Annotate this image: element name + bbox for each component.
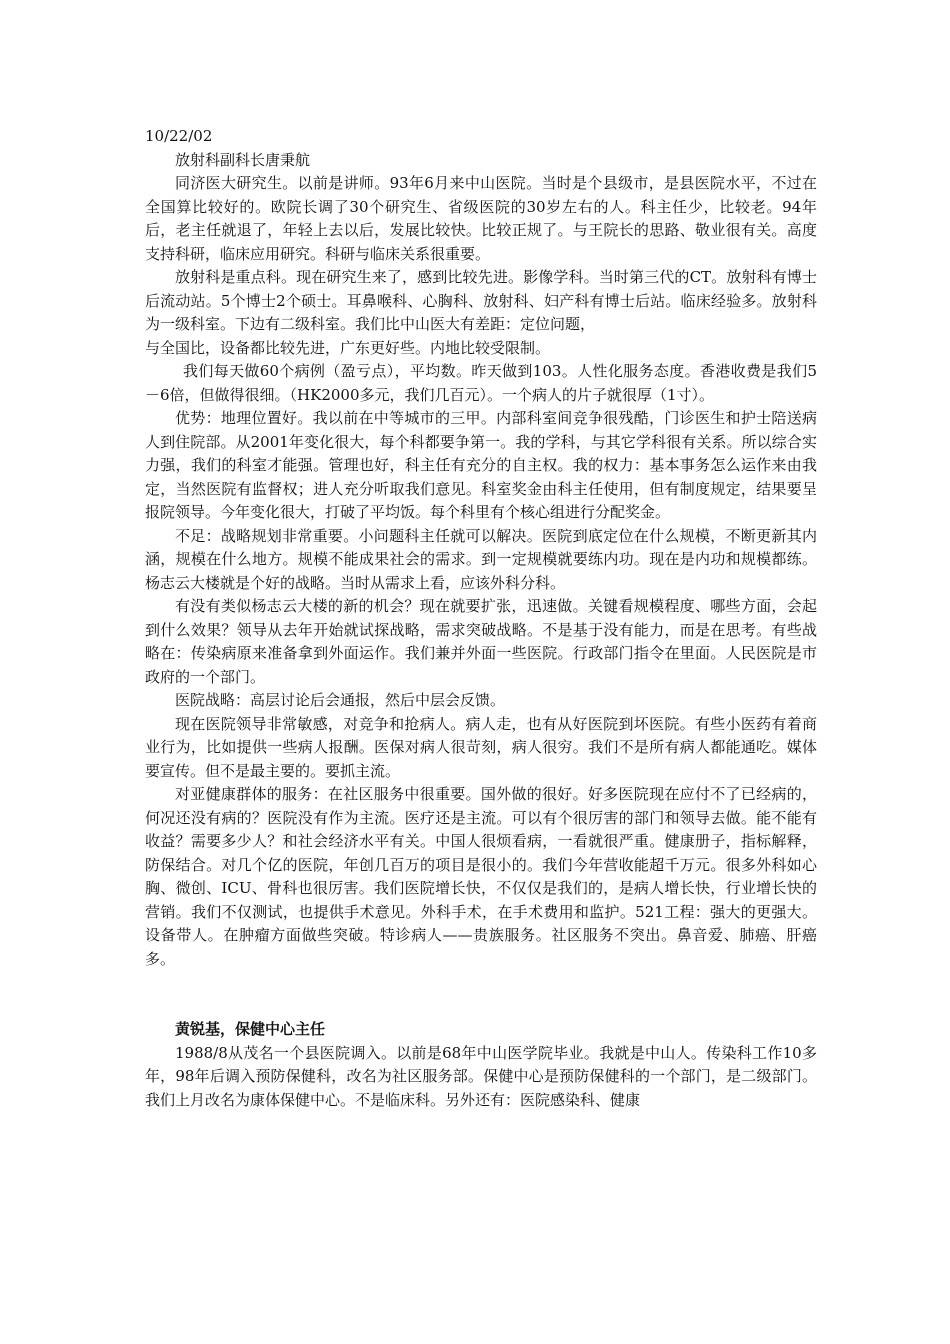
- paragraph-subhealth: 对亚健康群体的服务：在社区服务中很重要。国外做的很好。好多医院现在应付不了已经病的，何况还没有病的？医院没有作为主流。医疗还是主流。可以有个很厉害的部门和领导去做。能不能有收益？需要多少人？和社会经济水平有关。中国人很烦看病，一看就很严重。健康册子，指标解释，防保结合。对几个亿的医院，年创几百万的项目是很小的。我们今年营收能超千万元。很多外科如心胸、微创、ICU、骨科也很厉害。我们医院增长快，不仅仅是我们的，是病人增长快，行业增长快的营销。我们不仅测试，也提供手术意见。外科手术，在手术费用和监护。521工程：强大的更强大。设备带人。在肿瘤方面做些突破。特诊病人——贵族服务。社区服务不突出。鼻音爱、肺癌、肝癌多。: [145, 785, 817, 968]
- paragraph-health-center: 1988/8从茂名一个县医院调入。以前是68年中山医学院毕业。我就是中山人。传染科工作10多年，98年后调入预防保健科，改名为社区服务部。保健中心是预防保健科的一个部门，是二级部门。我们上月改名为康体保健中心。不是临床科。另外还有：医院感染科、健康: [145, 1043, 817, 1109]
- paragraph-hospital-strategy: 医院战略：高层讨论后会通报，然后中层会反馈。: [175, 691, 506, 709]
- paragraph-comparison: 与全国比，设备都比较先进，广东更好些。内地比较受限制。: [145, 338, 551, 357]
- paragraph-strengths: 优势：地理位置好。我以前在中等城市的三甲。内部科室间竞争很残酷，门诊医生和护士陪送病人到住院部。从2001年变化很大，每个科都要争第一。我的学科，与其它学科很有关系。所以综合实力强，我们的科室才能强。管理也好，科主任有充分的自主权。我的权力：基本事务怎么运作来由我定，当然医院有监督权；进人充分听取我们意见。科室奖金由科主任使用，但有制度规定，结果要呈报院领导。今年变化很大，打破了平均饭。每个科里有个核心组进行分配奖金。: [145, 409, 817, 521]
- paragraph-opportunities: 有没有类似杨志云大楼的新的机会？现在就要扩张，迅速做。关键看规模程度、哪些方面，会起到什么效果？领导从去年开始就试探战略，需求突破战略。不是基于没有能力，而是在思考。有些战略在：传染病原来准备拿到外面运作。我们兼并外面一些医院。行政部门指令在里面。人民医院是市政府的一个部门。: [145, 597, 817, 686]
- paragraph-competition: 现在医院领导非常敏感，对竞争和抢病人。病人走，也有从好医院到坏医院。有些小医药有着商业行为，比如提供一些病人报酬。医保对病人很苛刻，病人很穷。我们不是所有病人都能通吃。媒体要宣传。但不是最主要的。要抓主流。: [145, 714, 817, 780]
- date-line: 10/22/02: [145, 127, 213, 145]
- document-page: [145, 125, 817, 1112]
- section-gap: [145, 971, 817, 1018]
- paragraph-weaknesses: 不足：战略规划非常重要。小问题科主任就可以解决。医院到底定位在什么规模，不断更新其内涵，规模在什么地方。规模不能成果社会的需求。到一定规模就要练内功。现在是内功和规模都练。杨志云大楼就是个好的战略。当时从需求上看，应该外科分科。: [145, 526, 817, 592]
- paragraph-daily-cases: 我们每天做60个病例（盈亏点），平均数。昨天做到103。人性化服务态度。香港收费是我们5－6倍，但做得很细。（HK2000多元，我们几百元）。一个病人的片子就很厚（1寸）。: [145, 362, 817, 404]
- paragraph-background: 同济医大研究生。以前是讲师。93年6月来中山医院。当时是个县级市，是县医院水平，不过在全国算比较好的。欧院长调了30个研究生、省级医院的30岁左右的人。科主任少，比较老。94年后，老主任就退了，年轻上去以后，发展比较快。比较正规了。与王院长的思路、敬业很有关。高度支持科研，临床应用研究。科研与临床关系很重要。: [145, 174, 817, 263]
- interviewee-heading: 黄锐基，保健中心主任: [175, 1020, 326, 1038]
- interviewee-title: 放射科副科长唐秉航: [175, 150, 311, 169]
- paragraph-radiology: 放射科是重点科。现在研究生来了，感到比较先进。影像学科。当时第三代的CT。放射科有博士后流动站。5个博士2个硕士。耳鼻喉科、心胸科、放射科、妇产科有博士后站。临床经验多。放射科为一级科室。下边有二级科室。我们比中山医大有差距：定位问题，: [145, 268, 817, 333]
